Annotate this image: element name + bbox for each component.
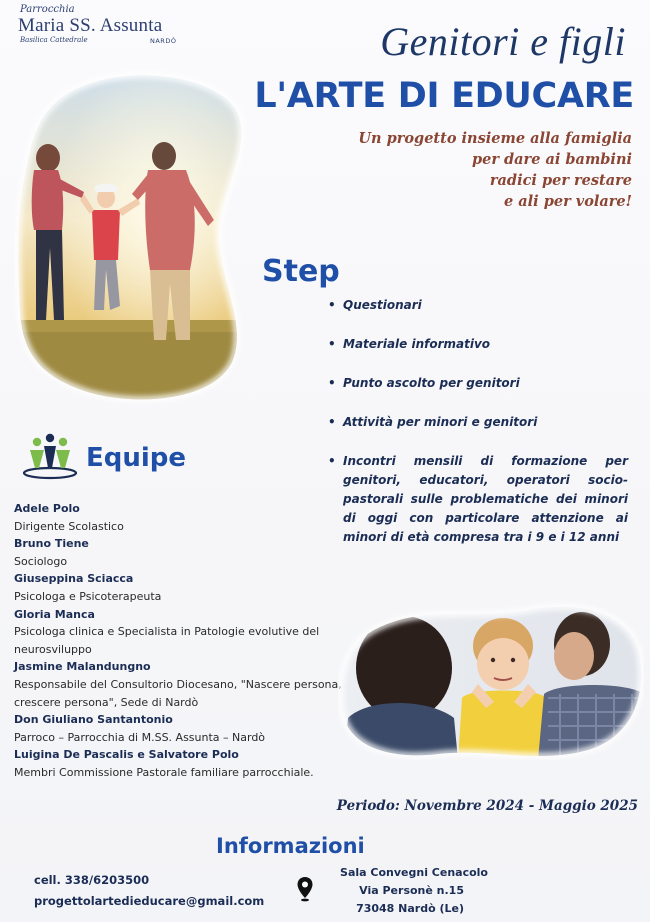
member-name: Luigina De Pascalis e Salvatore Polo	[14, 748, 239, 762]
logo-line-name: Maria SS. Assunta	[18, 15, 163, 36]
team-member	[14, 658, 344, 711]
child-photo	[338, 598, 644, 760]
member-role: Membri Commissione Pastorale familiare parrocchiale.	[14, 765, 314, 779]
member-name: Bruno Tiene	[14, 537, 89, 551]
member-name: Don Giuliano Santantonio	[14, 713, 173, 727]
parish-logo	[18, 4, 178, 46]
team-member	[14, 711, 344, 746]
step-item: • Attività per minori e genitori	[328, 413, 628, 432]
step-item: • Questionari	[328, 296, 628, 315]
phone-number[interactable]: cell. 338/6203500	[34, 873, 150, 887]
address-line: Via Personè n.15	[359, 884, 464, 897]
contacts	[34, 870, 264, 912]
member-role: Psicologa clinica e Specialista in Patologie evolutive del neurosviluppo	[14, 625, 320, 656]
period-text: Periodo: Novembre 2024 - Maggio 2025	[336, 798, 638, 814]
step-title: Step	[262, 254, 340, 289]
team-member	[14, 606, 344, 659]
tagline-line: radici per restare	[489, 172, 632, 189]
member-role: Responsabile del Consultorio Diocesano, "Nascere persona, crescere persona", Sede di Nardò	[14, 677, 342, 709]
step-item: • Punto ascolto per genitori	[328, 374, 628, 393]
tagline-line: e ali per volare!	[503, 193, 632, 210]
member-role: Parroco – Parrocchia di M.SS. Assunta – Nardò	[14, 730, 266, 744]
team-member	[14, 535, 344, 570]
email-address[interactable]: progettolartedieducare@gmail.com	[34, 894, 265, 908]
logo-line-town: NARDÒ	[150, 37, 177, 45]
member-role: Psicologa e Psicoterapeuta	[14, 589, 162, 603]
tagline	[358, 128, 632, 212]
member-name: Adele Polo	[14, 502, 80, 515]
tagline-line: per dare ai bambini	[471, 151, 632, 168]
map-pin-icon	[296, 876, 314, 902]
team-member	[14, 570, 344, 605]
team-member	[14, 500, 344, 535]
address	[338, 864, 508, 918]
equipe-title: Equipe	[86, 443, 187, 473]
team-list	[14, 500, 344, 782]
member-role: Dirigente Scolastico	[14, 519, 124, 533]
address-line: Sala Convegni Cenacolo	[340, 866, 488, 879]
address-line: 73048 Nardò (Le)	[356, 902, 464, 915]
member-role: Sociologo	[14, 554, 68, 568]
member-name: Gloria Manca	[14, 607, 95, 621]
info-title: Informazioni	[216, 834, 365, 858]
main-title: L'ARTE DI EDUCARE	[254, 76, 634, 116]
script-title: Genitori e figli	[380, 19, 626, 64]
tagline-line: Un progetto insieme alla famiglia	[358, 130, 632, 147]
step-list	[328, 296, 628, 547]
logo-line-basilica: Basilica Cattedrale	[20, 36, 88, 44]
step-item: • Materiale informativo	[328, 335, 628, 354]
team-icon	[22, 432, 78, 480]
member-name: Jasmine Malandungno	[14, 660, 151, 674]
step-item: • Incontri mensili di formazione per genitori, educatori, operatori socio-pastorali sulle problematiche dei minori di oggi con particolare attenzione ai minori di età compresa tra i 9 e i 12 anni	[328, 452, 628, 547]
family-photo	[14, 70, 246, 404]
logo-line-parrocchia: Parrocchia	[20, 4, 75, 15]
team-member	[14, 746, 344, 781]
member-name: Giuseppina Sciacca	[14, 572, 134, 586]
